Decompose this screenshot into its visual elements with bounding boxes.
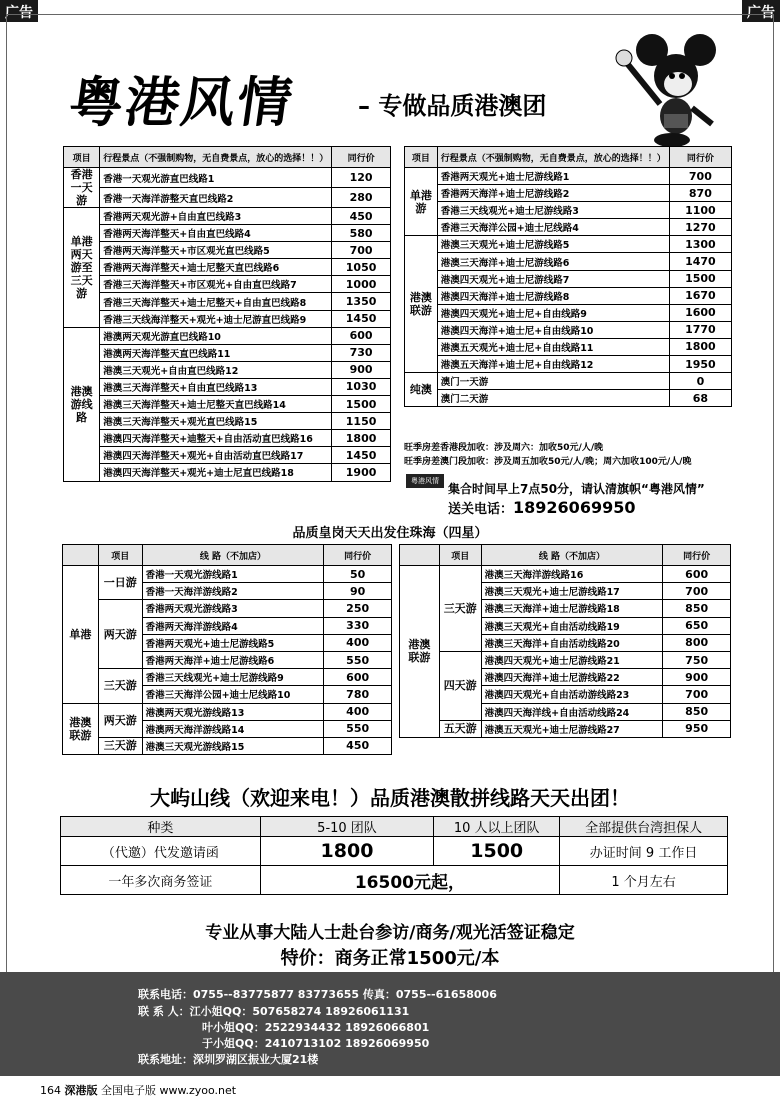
cell: 港澳四天海洋线+自由活动线路24 <box>481 703 663 720</box>
cell: 香港两天观光+迪士尼游线路5 <box>142 634 324 651</box>
price: 1450 <box>332 310 391 327</box>
table-row <box>64 378 391 395</box>
group-label: 港澳游线路 <box>64 327 100 481</box>
cell: 香港两天海洋+迪士尼游线路6 <box>142 651 324 668</box>
cell: 港澳三天观光+迪士尼游线路5 <box>437 236 669 253</box>
price: 450 <box>324 737 392 754</box>
cell: 香港三天线观光+迪士尼游线路3 <box>437 202 669 219</box>
banner: 大屿山线（欢迎来电！）品质港澳散拼线路天天出团！ <box>150 786 630 810</box>
group-label: 三天游 <box>98 737 142 754</box>
cell: 港澳四天观光+自由活动游线路23 <box>481 686 663 703</box>
ad-label-right: 广告 <box>742 0 780 22</box>
price: 400 <box>324 634 392 651</box>
table-a <box>63 146 391 482</box>
cell: 港澳五天观光+迪士尼+自由线路11 <box>437 338 669 355</box>
cell: 港澳四天海洋整天+观光+迪士尼直巴线路18 <box>100 464 332 481</box>
group-label: 单港游 <box>405 168 438 236</box>
cell: 港澳五天海洋+迪士尼+自由线路12 <box>437 356 669 373</box>
table-row <box>405 373 732 390</box>
cell: 香港两天观光+迪士尼游线路1 <box>437 168 669 185</box>
price: 700 <box>663 583 731 600</box>
cell: 港澳三天观光游线路15 <box>142 737 324 754</box>
table-row <box>63 669 392 686</box>
group-label: 两天游 <box>98 703 142 737</box>
table-row <box>64 168 391 188</box>
price: 1800 <box>332 430 391 447</box>
group-label: 一日游 <box>98 566 142 600</box>
cell: 香港两天海洋整天+自由直巴线路4 <box>100 225 332 242</box>
gather-time: 集合时间早上7点50分，请认清旗帜“粤港风情” <box>448 482 705 496</box>
price: 1900 <box>332 464 391 481</box>
col-head: 同行价 <box>324 545 392 566</box>
cell: 港澳两天海洋游线路14 <box>142 720 324 737</box>
table-row <box>400 651 731 668</box>
cell: 港澳两天观光游直巴线路10 <box>100 327 332 344</box>
price: 1300 <box>669 236 731 253</box>
visa-table <box>60 816 728 895</box>
table-row <box>400 566 731 583</box>
table-row <box>63 737 392 754</box>
price: 1470 <box>669 253 731 270</box>
cell: 港澳两天海洋整天直巴线路11 <box>100 344 332 361</box>
price: 0 <box>669 373 731 390</box>
send-phone-row <box>448 498 635 517</box>
col-head: 同行价 <box>663 545 731 566</box>
visa-price: 1500 <box>434 837 560 866</box>
pro-line: 专业从事大陆人士赴台参访/商务/观光活签证稳定 <box>205 923 575 943</box>
col-head <box>63 545 99 566</box>
table-row <box>64 396 391 413</box>
cell: 港澳三天海洋整天+观光直巴线路15 <box>100 413 332 430</box>
table-row <box>405 219 732 236</box>
group-label: 香港一天游 <box>64 168 100 208</box>
price: 330 <box>324 617 392 634</box>
col-head: 项目 <box>64 147 100 168</box>
cell: 港澳三天观光+自由活动线路19 <box>481 617 663 634</box>
table-row <box>405 304 732 321</box>
cell: 港澳四天海洋+迪士尼游线路22 <box>481 669 663 686</box>
visa-head: 种类 <box>61 817 261 837</box>
table-row <box>64 464 391 481</box>
group-label: 港澳联游 <box>405 236 438 373</box>
table-row <box>64 276 391 293</box>
price: 1000 <box>332 276 391 293</box>
cell: 香港一天观光游线路1 <box>142 566 324 583</box>
ad-label-left: 广告 <box>0 0 38 22</box>
price: 700 <box>663 686 731 703</box>
price: 250 <box>324 600 392 617</box>
price: 450 <box>332 208 391 225</box>
visa-head: 全部提供台湾担保人 <box>560 817 728 837</box>
price: 730 <box>332 344 391 361</box>
cell: 香港三天海洋公园+迪士尼线路4 <box>437 219 669 236</box>
note-hk: 旺季房差香港段加收：涉及周六：加收50元/人/晚 <box>404 443 604 453</box>
cell: 港澳四天海洋+迪士尼+自由线路10 <box>437 321 669 338</box>
cell: 澳门二天游 <box>437 390 669 407</box>
cell: 港澳三天海洋+迪士尼游线路6 <box>437 253 669 270</box>
group-label: 两天游 <box>98 600 142 669</box>
cell: 香港三天线海洋整天+观光+迪士尼游直巴线路9 <box>100 310 332 327</box>
cell: 香港一天海洋游整天直巴线路2 <box>100 188 332 208</box>
price: 1600 <box>669 304 731 321</box>
visa-cell: （代邀）代发邀请函 <box>61 837 261 866</box>
table-row <box>64 310 391 327</box>
contact-line: 联系电话：0755--83775877 83773655 传真：0755--61658006 <box>138 988 497 1001</box>
price: 1150 <box>332 413 391 430</box>
group-label: 五天游 <box>439 720 481 737</box>
price: 600 <box>324 669 392 686</box>
price: 1500 <box>332 396 391 413</box>
cell: 港澳四天观光+迪士尼游线路21 <box>481 651 663 668</box>
col-head: 线 路（不加店） <box>481 545 663 566</box>
table-row <box>405 321 732 338</box>
price: 800 <box>663 634 731 651</box>
group-label: 港澳联游 <box>400 566 440 738</box>
cell: 港澳三天观光+迪士尼游线路17 <box>481 583 663 600</box>
col-head: 同行价 <box>332 147 391 168</box>
contact-line: 联系地址：深圳罗湖区振业大厦21楼 <box>138 1053 319 1066</box>
special-price: 特价：商务正常1500元/本 <box>280 948 500 969</box>
cell: 港澳四天海洋整天+观光+自由活动直巴线路17 <box>100 447 332 464</box>
table-row <box>405 356 732 373</box>
table-row <box>405 390 732 407</box>
table-row <box>405 168 732 185</box>
table-row <box>64 327 391 344</box>
contact-line: 叶小姐QQ：2522934432 18926066801 <box>202 1021 430 1034</box>
cell: 香港两天海洋整天+市区观光直巴线路5 <box>100 242 332 259</box>
price: 550 <box>324 720 392 737</box>
visa-cell: 一年多次商务签证 <box>61 866 261 895</box>
price: 750 <box>663 651 731 668</box>
send-phone: 18926069950 <box>513 498 636 517</box>
price: 850 <box>663 703 731 720</box>
cell: 香港三天海洋整天+迪士尼整天+自由直巴线路8 <box>100 293 332 310</box>
group-label: 单港 <box>63 566 99 704</box>
contact-footer <box>0 972 780 1076</box>
page-number: 164 <box>40 1084 61 1097</box>
col-head: 同行价 <box>669 147 731 168</box>
price: 870 <box>669 185 731 202</box>
table-row <box>63 566 392 583</box>
price: 1770 <box>669 321 731 338</box>
price: 1270 <box>669 219 731 236</box>
table-row <box>64 188 391 208</box>
price: 700 <box>332 242 391 259</box>
price: 1500 <box>669 270 731 287</box>
price: 1800 <box>669 338 731 355</box>
table-row <box>63 600 392 617</box>
contact-line: 于小姐QQ：2410713102 18926069950 <box>202 1037 430 1050</box>
brand-title: 粤港风情 <box>65 70 299 134</box>
price: 68 <box>669 390 731 407</box>
cell: 香港两天观光游线路3 <box>142 600 324 617</box>
col-head: 行程景点（不强制购物，无自费景点，放心的选择！！） <box>437 147 669 168</box>
cell: 澳门一天游 <box>437 373 669 390</box>
cell: 港澳三天海洋整天+迪士尼整天直巴线路14 <box>100 396 332 413</box>
cell: 香港两天海洋整天+迪士尼整天直巴线路6 <box>100 259 332 276</box>
col-head: 项目 <box>98 545 142 566</box>
visa-cell: 1 个月左右 <box>560 866 728 895</box>
table-row <box>64 413 391 430</box>
group-label: 四天游 <box>439 651 481 720</box>
price: 1670 <box>669 287 731 304</box>
cell: 港澳四天海洋+迪士尼游线路8 <box>437 287 669 304</box>
cell: 港澳四天观光+迪士尼+自由线路9 <box>437 304 669 321</box>
price: 1450 <box>332 447 391 464</box>
cell: 港澳三天海洋游线路16 <box>481 566 663 583</box>
send-label: 送关电话： <box>448 502 514 517</box>
cell: 港澳四天海洋整天+迪整天+自由活动直巴线路16 <box>100 430 332 447</box>
col-head <box>400 545 440 566</box>
price: 400 <box>324 703 392 720</box>
cell: 港澳两天观光游线路13 <box>142 703 324 720</box>
cell: 港澳三天海洋整天+自由直巴线路13 <box>100 378 332 395</box>
col-head: 行程景点（不强制购物，无自费景点，放心的选择！！） <box>100 147 332 168</box>
price: 1050 <box>332 259 391 276</box>
price: 600 <box>663 566 731 583</box>
table-d <box>399 544 731 738</box>
table-row <box>405 236 732 253</box>
price: 120 <box>332 168 391 188</box>
table-row <box>405 185 732 202</box>
cell: 港澳五天观光+迪士尼游线路27 <box>481 720 663 737</box>
price: 1950 <box>669 356 731 373</box>
price: 1350 <box>332 293 391 310</box>
table-row <box>64 208 391 225</box>
table-row <box>64 344 391 361</box>
group-label: 纯澳 <box>405 373 438 407</box>
table-row <box>400 720 731 737</box>
price: 550 <box>324 651 392 668</box>
col-head: 项目 <box>439 545 481 566</box>
col-head: 项目 <box>405 147 438 168</box>
contact-line: 联 系 人：江小姐QQ：507658274 18926061131 <box>138 1005 410 1018</box>
table-row <box>405 287 732 304</box>
mid-title: 品质皇岗天天出发住珠海（四星） <box>292 526 488 541</box>
table-c <box>62 544 392 755</box>
table-row <box>405 338 732 355</box>
price: 600 <box>332 327 391 344</box>
cell: 港澳四天观光+迪士尼游线路7 <box>437 270 669 287</box>
price: 1030 <box>332 378 391 395</box>
table-row <box>405 253 732 270</box>
table-row <box>64 361 391 378</box>
visa-price: 1800 <box>260 837 434 866</box>
table-b <box>404 146 732 407</box>
mouse-mascot-icon <box>612 28 722 148</box>
cell: 香港两天海洋+迪士尼游线路2 <box>437 185 669 202</box>
group-label: 三天游 <box>98 669 142 703</box>
page-footer <box>40 1082 236 1098</box>
table-row <box>64 293 391 310</box>
price: 700 <box>669 168 731 185</box>
cell: 港澳三天观光+自由直巴线路12 <box>100 361 332 378</box>
table-row <box>64 430 391 447</box>
price: 280 <box>332 188 391 208</box>
table-row <box>405 202 732 219</box>
price: 950 <box>663 720 731 737</box>
visa-cell: 办证时间 9 工作日 <box>560 837 728 866</box>
visa-head: 5-10 团队 <box>260 817 434 837</box>
cell: 香港三天线观光+迪士尼游线路9 <box>142 669 324 686</box>
note-mo: 旺季房差澳门段加收：涉及周五加收50元/人/晚；周六加收100元/人/晚 <box>404 457 692 467</box>
slogan: – 专做品质港澳团 <box>358 92 547 120</box>
site: 全国电子版 www.zyoo.net <box>101 1084 237 1097</box>
price: 580 <box>332 225 391 242</box>
table-row <box>64 259 391 276</box>
stamp: 粤港风情 <box>406 474 444 488</box>
table-row <box>64 447 391 464</box>
cell: 港澳三天海洋+自由活动线路20 <box>481 634 663 651</box>
cell: 港澳三天海洋+迪士尼游线路18 <box>481 600 663 617</box>
group-label: 单港两天游至三天游 <box>64 208 100 328</box>
cell: 香港两天海洋游线路4 <box>142 617 324 634</box>
edition: 深港版 <box>64 1084 98 1097</box>
table-row <box>64 225 391 242</box>
table-row <box>63 703 392 720</box>
col-head: 线 路（不加店） <box>142 545 324 566</box>
table-row <box>405 270 732 287</box>
price: 90 <box>324 583 392 600</box>
table-row <box>64 242 391 259</box>
cell: 香港一天观光游直巴线路1 <box>100 168 332 188</box>
cell: 香港两天观光游+自由直巴线路3 <box>100 208 332 225</box>
visa-head: 10 人以上团队 <box>434 817 560 837</box>
price: 900 <box>332 361 391 378</box>
price: 900 <box>663 669 731 686</box>
group-label: 港澳联游 <box>63 703 99 755</box>
visa-price: 16500元起， <box>260 866 559 895</box>
cell: 香港三天海洋公园+迪士尼线路10 <box>142 686 324 703</box>
price: 850 <box>663 600 731 617</box>
cell: 香港一天海洋游线路2 <box>142 583 324 600</box>
price: 650 <box>663 617 731 634</box>
cell: 香港三天海洋整天+市区观光+自由直巴线路7 <box>100 276 332 293</box>
price: 50 <box>324 566 392 583</box>
price: 780 <box>324 686 392 703</box>
price: 1100 <box>669 202 731 219</box>
group-label: 三天游 <box>439 566 481 652</box>
